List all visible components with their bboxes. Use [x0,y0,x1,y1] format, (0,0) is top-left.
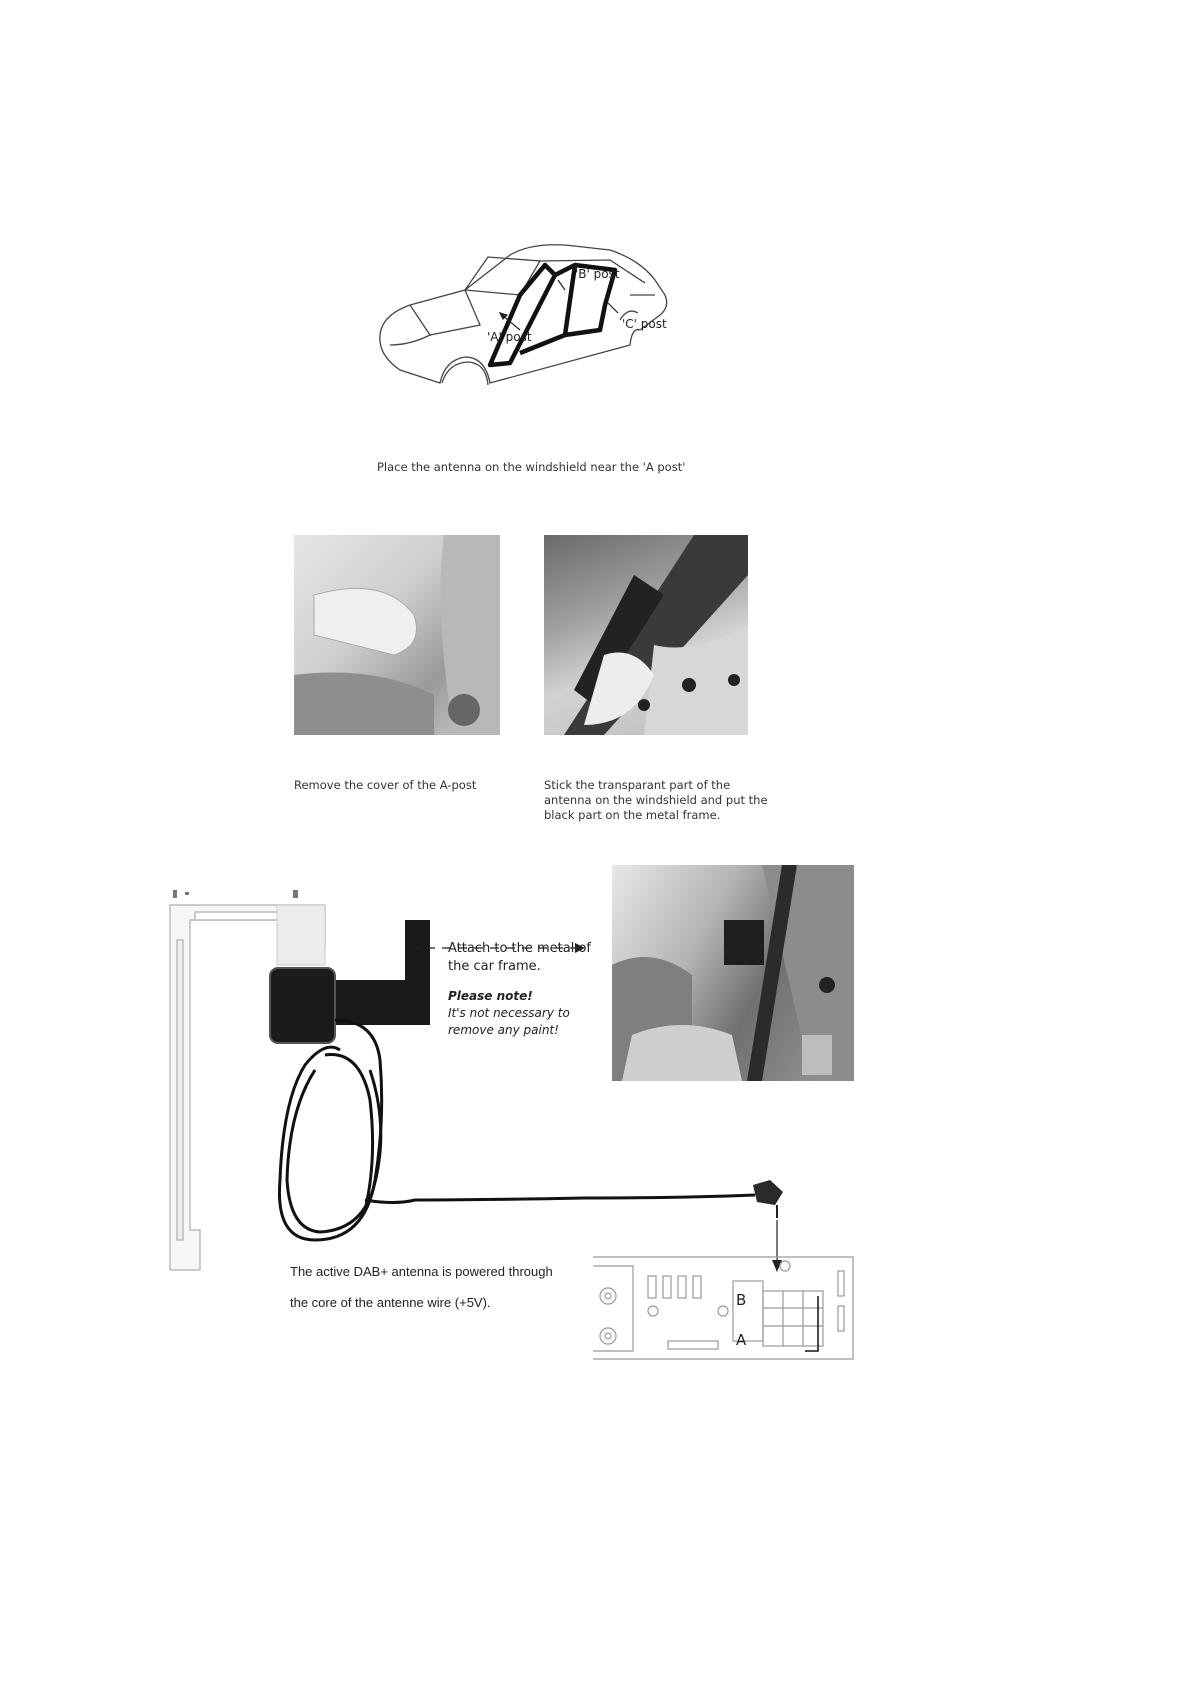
attach-text [448,940,591,976]
attach-line-1: Attach to the metal of [448,941,591,956]
radio-back-panel [593,1251,858,1361]
stick-antenna-photo [544,535,748,735]
remove-cover-caption: Remove the cover of the A-post [294,778,477,792]
power-note [290,1264,553,1310]
note-text [448,988,570,1039]
stick-caption-line-2: antenna on the windshield and put the [544,793,768,807]
remove-cover-photo [294,535,500,735]
stick-caption-line-1: Stick the transparant part of the [544,778,731,792]
power-line-2: the core of the antenne wire (+5V). [290,1295,491,1310]
a-post-label: 'A' post [487,330,532,344]
car-diagram [370,235,690,415]
power-line-1: The active DAB+ antenna is powered through [290,1264,553,1279]
stick-antenna-caption [544,778,768,823]
note-line-1: It's not necessary to [448,1006,570,1020]
c-post-label: 'C' post [622,317,667,331]
installed-antenna-photo [612,865,854,1081]
b-post-label: 'B' post [575,267,620,281]
car-diagram-caption: Place the antenna on the windshield near the 'A post' [377,460,686,474]
stick-caption-line-3: black part on the metal frame. [544,808,721,822]
connector-label-a: A [736,1331,747,1349]
note-title: Please note! [448,989,533,1003]
attach-line-2: the car frame. [448,959,541,974]
connector-label-b: B [736,1291,747,1309]
note-line-2: remove any paint! [448,1023,559,1037]
